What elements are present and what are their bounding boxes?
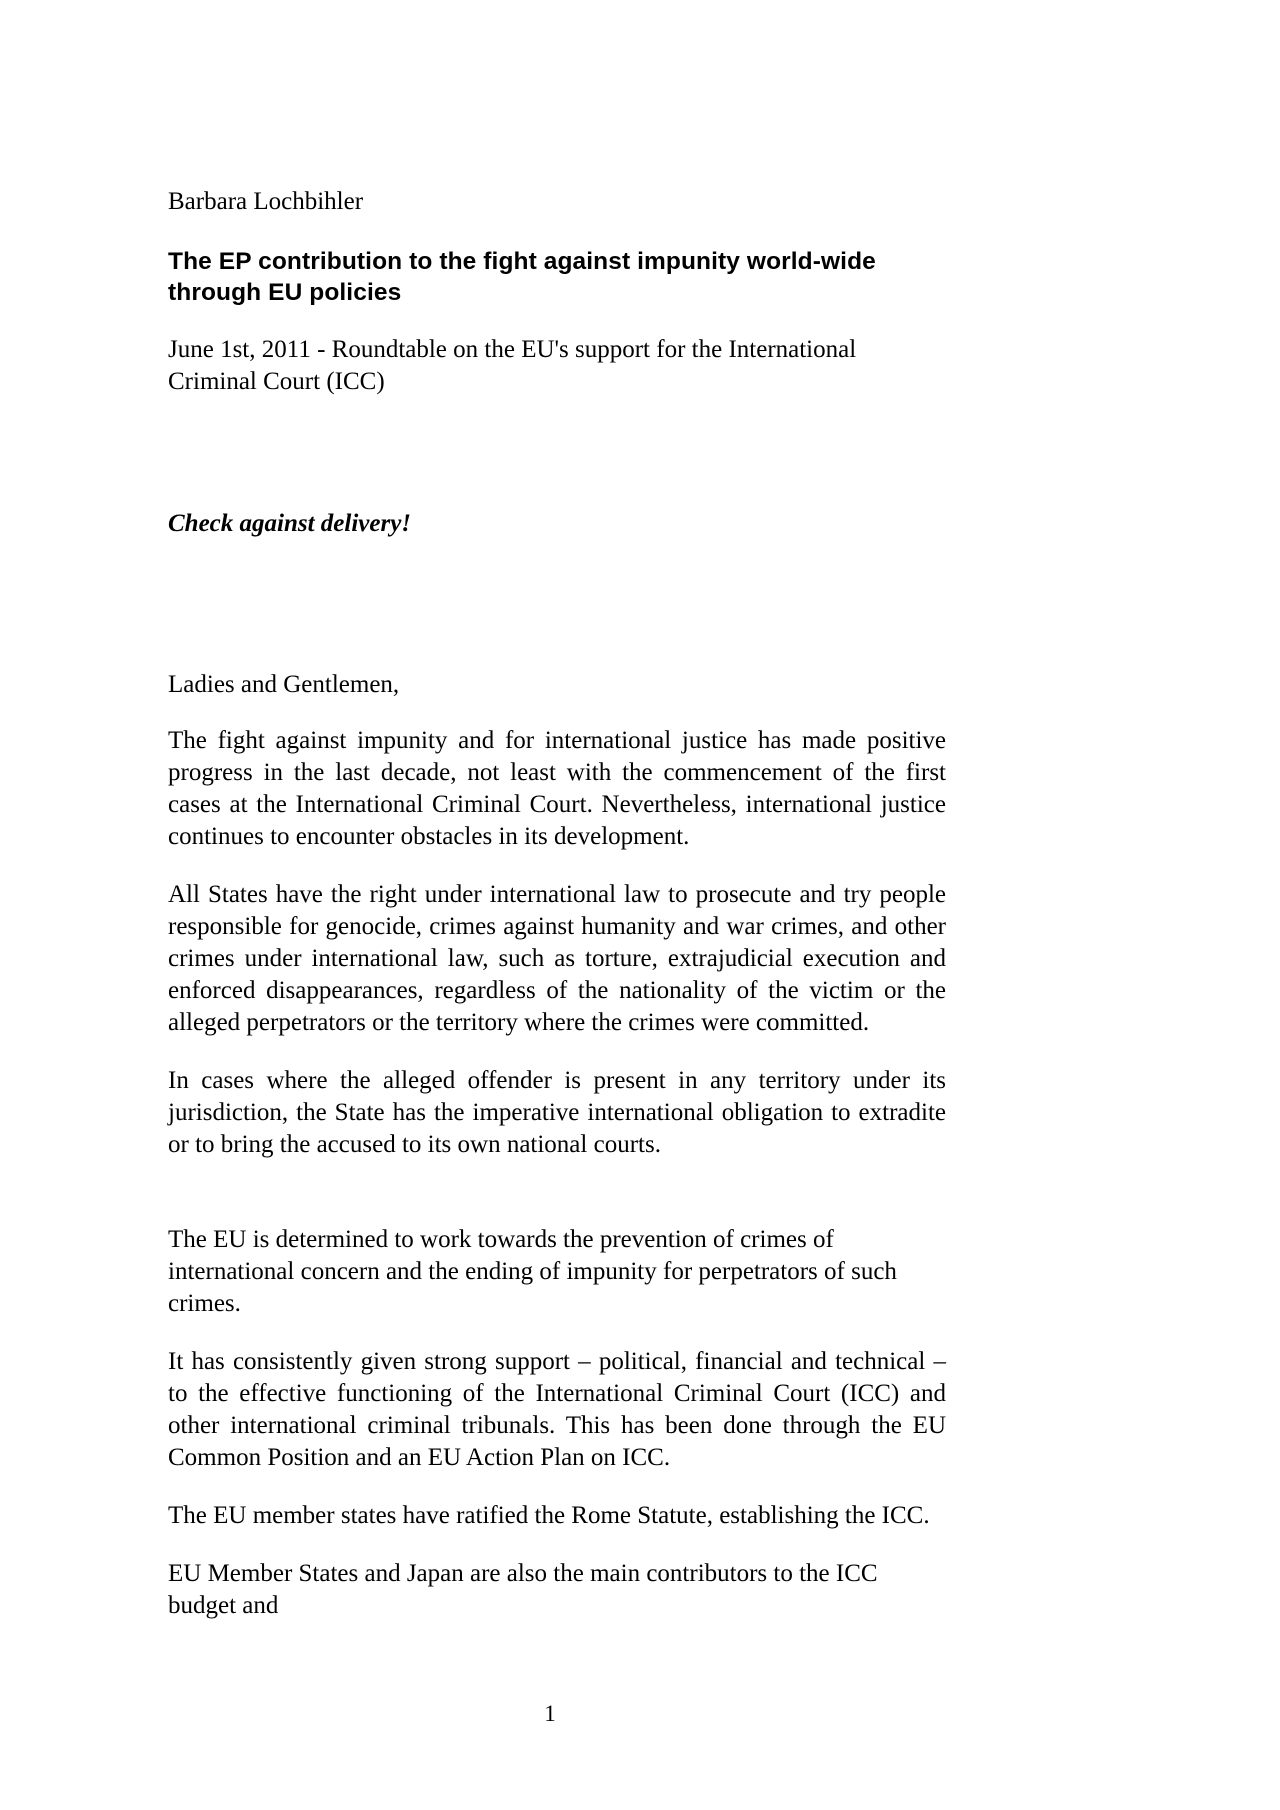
page-title-line-1: The EP contribution to the fight against impunity world-wide — [168, 248, 876, 275]
document-header — [168, 186, 946, 398]
page-number: 1 — [544, 1701, 556, 1726]
paragraph: The EU is determined to work towards the prevention of crimes of international concern and the ending of impunity for perpetrators of such crimes. — [168, 1226, 897, 1317]
paragraph: All States have the right under international law to prosecute and try people responsible for genocide, crimes against humanity and war crimes, and other crimes under international law, such as torture, extrajudicial execution and enforced disappearances, regardless of the nationality of the victim or the alleged perpetrators or the territory where the crimes were committed. — [168, 881, 946, 1036]
check-against-delivery-note: Check against delivery! — [168, 510, 412, 537]
paragraph: The fight against impunity and for international justice has made positive progress in the last decade, not least with the commencement of the first cases at the International Criminal Court. Nevertheless, international justice continues to encounter obstacles in its development. — [168, 727, 946, 850]
author-name: Barbara Lochbihler — [168, 188, 364, 215]
salutation: Ladies and Gentlemen, — [168, 671, 400, 698]
body-section-two — [168, 1224, 946, 1622]
paragraph: In cases where the alleged offender is present in any territory under its jurisdiction, the State has the imperative international obligation to extradite or to bring the accused to its own national courts. — [168, 1067, 946, 1158]
page-title — [168, 246, 946, 308]
page-title-line-2: through EU policies — [168, 279, 402, 306]
paragraph: The EU member states have ratified the Rome Statute, establishing the ICC. — [168, 1502, 930, 1529]
event-subtitle: June 1st, 2011 - Roundtable on the EU's support for the International Criminal Court (ICC) — [168, 336, 857, 395]
paragraph: EU Member States and Japan are also the main contributors to the ICC budget and — [168, 1560, 878, 1619]
body-section-one — [168, 725, 946, 1161]
paragraph: It has consistently given strong support – political, financial and technical – to the effective functioning of the International Criminal Court (ICC) and other international criminal tribunals. This has been done through the EU Common Position and an EU Action Plan on ICC. — [168, 1348, 946, 1471]
